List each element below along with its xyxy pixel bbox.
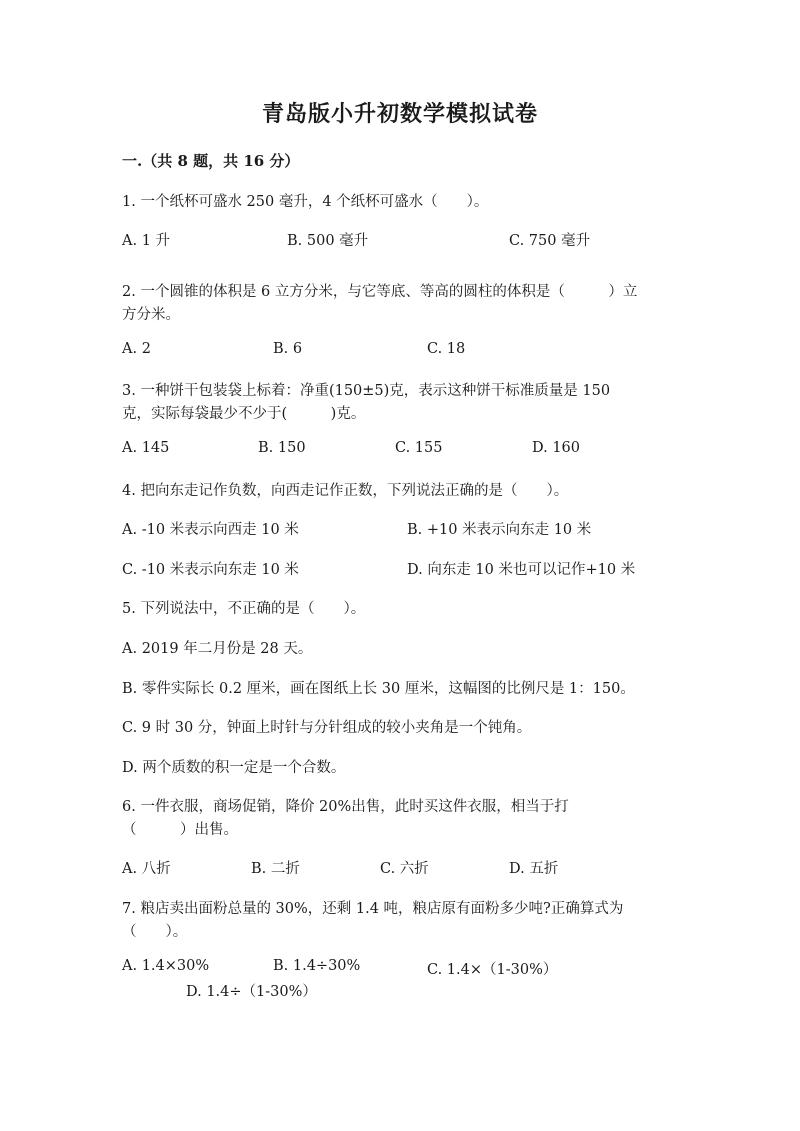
question-7-stem-line-2: （ ）。 bbox=[122, 924, 188, 940]
question-6-stem-line-2: （ ）出售。 bbox=[122, 822, 238, 838]
question-1-option-c: C. 750 毫升 bbox=[509, 233, 591, 249]
question-5-stem: 5. 下列说法中，不正确的是（ ）。 bbox=[122, 601, 366, 617]
question-6-option-c: C. 六折 bbox=[380, 861, 429, 877]
question-4-option-c: C. -10 米表示向东走 10 米 bbox=[122, 562, 299, 578]
question-3-option-a: A. 145 bbox=[122, 440, 170, 456]
question-4-option-b: B. +10 米表示向东走 10 米 bbox=[407, 522, 592, 538]
question-7-stem-line-1: 7. 粮店卖出面粉总量的 30%，还剩 1.4 吨，粮店原有面粉多少吨?正确算式为 bbox=[122, 901, 624, 917]
question-4-option-d: D. 向东走 10 米也可以记作+10 米 bbox=[407, 562, 636, 578]
question-3-stem-line-2: 克，实际每袋最少不少于( )克。 bbox=[122, 406, 366, 422]
question-2-option-c: C. 18 bbox=[427, 341, 466, 357]
question-4-stem: 4. 把向东走记作负数，向西走记作正数，下列说法正确的是（ ）。 bbox=[122, 483, 569, 499]
page-title: 青岛版小升初数学模拟试卷 bbox=[261, 101, 538, 127]
question-5-option-d: D. 两个质数的积一定是一个合数。 bbox=[122, 760, 346, 776]
question-6-option-b: B. 二折 bbox=[251, 861, 300, 877]
question-1-option-b: B. 500 毫升 bbox=[287, 233, 369, 249]
question-3-stem-line-1: 3. 一种饼干包装袋上标着：净重(150±5)克，表示这种饼干标准质量是 150 bbox=[122, 383, 611, 399]
question-7-option-a: A. 1.4×30% bbox=[122, 958, 210, 974]
question-6-option-d: D. 五折 bbox=[509, 861, 559, 877]
question-7-option-b: B. 1.4÷30% bbox=[273, 958, 361, 974]
question-7-option-d: D. 1.4÷（1-30%） bbox=[186, 984, 317, 1000]
question-7-option-c: C. 1.4×（1-30%） bbox=[427, 962, 558, 978]
question-1-stem: 1. 一个纸杯可盛水 250 毫升，4 个纸杯可盛水（ ）。 bbox=[122, 194, 489, 210]
question-6-stem-line-1: 6. 一件衣服，商场促销，降价 20%出售，此时买这件衣服，相当于打 bbox=[122, 799, 569, 815]
question-4-option-a: A. -10 米表示向西走 10 米 bbox=[122, 522, 299, 538]
question-2-option-a: A. 2 bbox=[122, 341, 151, 357]
question-5-option-a: A. 2019 年二月份是 28 天。 bbox=[122, 641, 313, 657]
question-3-option-b: B. 150 bbox=[258, 440, 306, 456]
section-heading: 一.（共 8 题，共 16 分） bbox=[122, 152, 300, 170]
question-5-option-b: B. 零件实际长 0.2 厘米，画在图纸上长 30 厘米，这幅图的比例尺是 1：150。 bbox=[122, 681, 635, 697]
question-2-stem-line-2: 方分米。 bbox=[122, 307, 180, 323]
question-2-stem-line-1: 2. 一个圆锥的体积是 6 立方分米，与它等底、等高的圆柱的体积是（ ）立 bbox=[122, 284, 638, 300]
question-6-option-a: A. 八折 bbox=[122, 861, 171, 877]
question-3-option-d: D. 160 bbox=[532, 440, 581, 456]
question-5-option-c: C. 9 时 30 分，钟面上时针与分针组成的较小夹角是一个钝角。 bbox=[122, 720, 532, 736]
question-1-option-a: A. 1 升 bbox=[122, 233, 171, 249]
question-2-option-b: B. 6 bbox=[273, 341, 303, 357]
question-3-option-c: C. 155 bbox=[395, 440, 443, 456]
